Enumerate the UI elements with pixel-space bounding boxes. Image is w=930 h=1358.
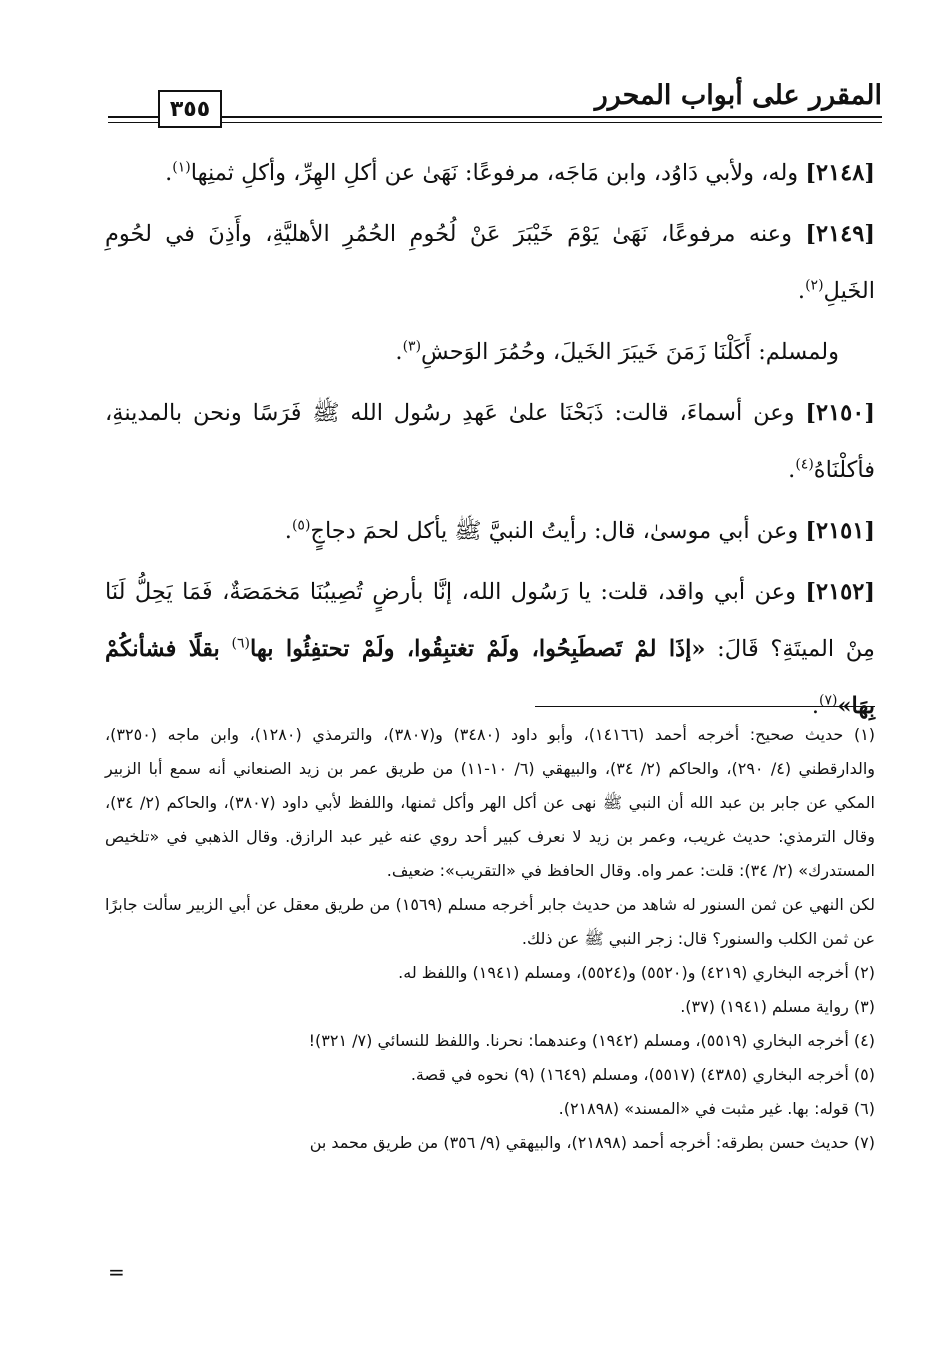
continuation-marker: =	[108, 1260, 125, 1284]
hadith-end: .	[788, 457, 796, 483]
footnote-separator	[535, 706, 875, 707]
footnote-6: (٦) قوله: بها. غير مثبت في «المسند» (٢١٨٩٨).	[558, 1099, 875, 1118]
hadith-number: [٢١٤٨]	[805, 160, 875, 186]
footnote-ref: (٥)	[291, 517, 311, 534]
prophetic-quote: «إذَا لمْ تَصطَبِحُوا، ولَمْ تغتبِقُوا، ولَمْ تحتفِئُوا بها	[249, 636, 706, 662]
footnote-3: (٣) رواية مسلم (١٩٤١) (٣٧).	[680, 997, 875, 1016]
hadith-end: .	[284, 518, 292, 544]
footnote-ref: (٤)	[795, 456, 814, 473]
hadith-2149	[105, 206, 875, 320]
hadith-number: [٢١٤٩]	[805, 221, 876, 247]
hadith-text: وعن أبي موسىٰ، قال: رأيتُ النبيَّ ﷺ يأكل لحمَ دجاجٍ	[310, 518, 799, 544]
hadith-2151	[105, 503, 875, 560]
page-number: ٣٥٥	[158, 90, 222, 128]
footnote-7: (٧) حديث حسن بطرقه: أخرجه أحمد (٢١٨٩٨)، والبيهقي (٩/ ٣٥٦) من طريق محمد بن	[309, 1133, 875, 1152]
hadith-2150	[105, 385, 875, 499]
hadith-number: [٢١٥٠]	[805, 400, 876, 426]
footnotes	[105, 718, 875, 1160]
hadith-text: وله، ولأبي دَاوُد، وابن مَاجَه، مرفوعًا: نَهَىٰ عن أكلِ الهِرِّ، وأكلِ ثمنِها	[190, 160, 799, 186]
footnote-5: (٥) أخرجه البخاري (٤٣٨٥) (٥٥١٧)، ومسلم (١٦٤٩) (٩) نحوه في قصة.	[410, 1065, 875, 1084]
header-rule	[108, 116, 882, 118]
hadith-text: وعنه مرفوعًا، نَهَىٰ يَوْمَ خَيْبَرَ عَنْ لُحُومِ الحُمُرِ الأهليَّةِ، وأَذِنَ في لحُومِ الخَيلِ	[105, 221, 875, 304]
footnote-ref: (١)	[172, 159, 191, 176]
footnote-ref: (٢)	[805, 277, 824, 294]
main-text	[105, 145, 875, 739]
footnote-1-continued: لكن النهي عن ثمن السنور له شاهد من حديث جابر أخرجه مسلم (١٥٦٩) من طريق معقل عن أبي الزبير سألت جابرًا عن ثمن الكلب والسنور؟ قال: زجر النبي ﷺ عن ذلك.	[105, 895, 875, 948]
hadith-end: .	[797, 278, 806, 304]
hadith-end: .	[395, 339, 403, 365]
hadith-2152	[105, 564, 875, 735]
footnote-ref: (٧)	[818, 692, 838, 709]
hadith-text: وعن أبي واقد، قلت: يا رَسُول الله، إنَّا بأرضٍ تُصِيبُنَا مَخمَصَةٌ، فَمَا يَحِلُّ لَنَا مِنْ الميتَةِ؟ قَالَ:	[105, 579, 875, 662]
hadith-end: .	[811, 693, 819, 719]
footnote-ref: (٣)	[402, 338, 422, 355]
footnote-2: (٢) أخرجه البخاري (٤٢١٩) و(٥٥٢٠) و(٥٥٢٤)، ومسلم (١٩٤١) واللفظ له.	[398, 963, 875, 982]
running-title: المقرر على أبواب المحرر	[594, 80, 882, 111]
hadith-number: [٢١٥١]	[805, 518, 875, 544]
hadith-2148	[105, 145, 875, 202]
header-rule-thin	[108, 122, 882, 123]
footnote-ref: (٦)	[231, 635, 250, 652]
prophetic-quote-end: بقلًا فشأنكُمْ بِهَا»	[105, 636, 875, 719]
hadith-text: ولمسلم: أَكَلْنَا زَمَنَ خَيبَرَ الخَيلَ، وحُمُرَ الوَحشِ	[421, 339, 839, 365]
hadith-end: .	[165, 160, 173, 186]
footnote-4: (٤) أخرجه البخاري (٥٥١٩)، ومسلم (١٩٤٢) وعندهما: نحرنا. واللفظ للنسائي (٧/ ٣٢١)!	[308, 1031, 875, 1050]
hadith-2149-muslim	[105, 324, 875, 381]
hadith-text: وعن أسماءَ، قالت: ذَبَحْنَا علىٰ عَهدِ رسُول الله ﷺ فَرَسًا ونحن بالمدينةِ، فأكلْنَاهُ	[105, 400, 875, 483]
footnote-1: (١) حديث صحيح: أخرجه أحمد (١٤١٦٦)، وأبو داود (٣٤٨٠) و(٣٨٠٧)، والترمذي (١٢٨٠)، وابن ماجه (٣٢٥٠)، والدارقطني (٤/ ٢٩٠)، والحاكم (٢/ ٣٤)، والبيهقي (٦/ ١٠-١١) من طريق عمر بن زيد الصنعاني أنه سمع أبا الزبير المكي عن جابر بن عبد الله أن النبي ﷺ نهى عن أكل الهر وأكل ثمنها، واللفظ لأبي داود (٣٨٠٧)، والحاكم (٢/ ٣٤)، وقال الترمذي: حديث غريب، وعمر بن زيد لا نعرف كبير أحد روي عنه غير عبد الرازق. وقال الذهبي في «تلخيص المستدرك» (٢/ ٣٤): قلت: عمر واه. وقال الحافظ في «التقريب»: ضعيف.	[105, 725, 876, 880]
hadith-number: [٢١٥٢]	[805, 579, 875, 605]
